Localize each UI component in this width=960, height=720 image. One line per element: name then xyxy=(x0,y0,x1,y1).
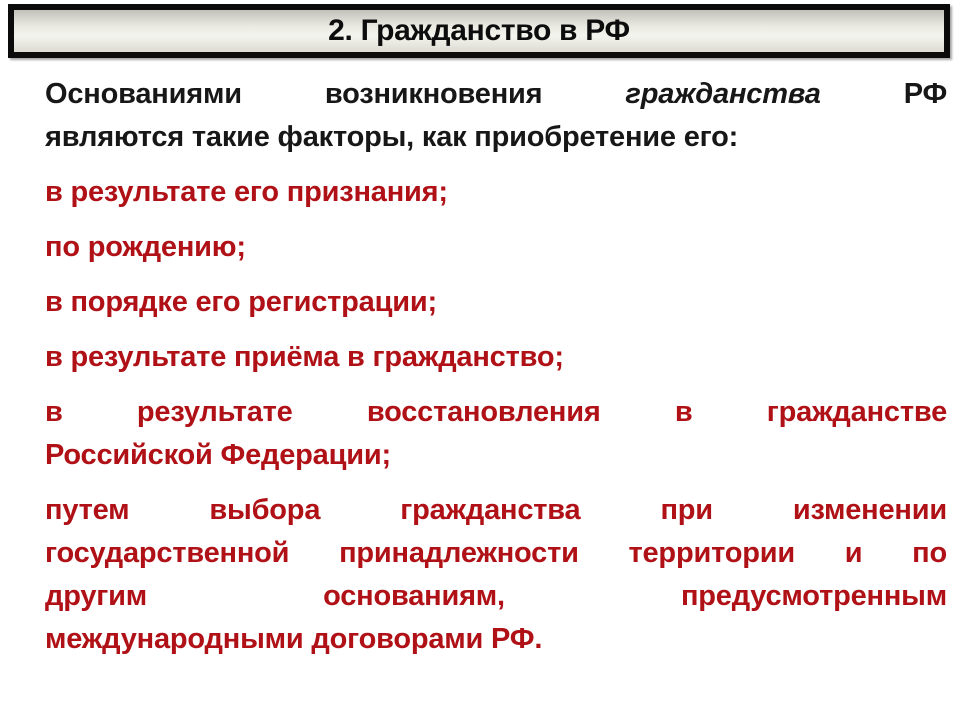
text-segment: путем выбора гражданства при изменении xyxy=(45,494,947,526)
text-line xyxy=(45,391,947,434)
paragraph-item-birth xyxy=(45,226,947,269)
text-segment: международными договорами РФ. xyxy=(45,623,543,655)
text-segment: в порядке его регистрации; xyxy=(45,286,437,318)
text-line xyxy=(45,489,947,532)
text-segment: в результате приёма в гражданство; xyxy=(45,341,564,373)
text-segment: Основаниями возникновения xyxy=(45,78,543,110)
text-segment: в результате его признания; xyxy=(45,176,448,208)
text-line xyxy=(45,281,947,324)
text-line xyxy=(45,434,947,477)
slide-title-bar xyxy=(8,4,950,58)
paragraph-item-admission xyxy=(45,336,947,379)
paragraph-item-registration xyxy=(45,281,947,324)
text-line xyxy=(45,73,947,116)
text-line xyxy=(45,171,947,214)
paragraph-item-restoration xyxy=(45,391,947,477)
text-line xyxy=(45,575,947,618)
text-segment: являются такие факторы, как приобретение его: xyxy=(45,121,739,153)
paragraph-item-recognition xyxy=(45,171,947,214)
text-segment: Российской Федерации; xyxy=(45,439,391,471)
text-segment: государственной принадлежности территории и по xyxy=(45,537,947,569)
slide-body xyxy=(45,73,947,673)
text-line xyxy=(45,336,947,379)
text-line xyxy=(45,618,947,661)
text-line xyxy=(45,532,947,575)
text-line xyxy=(45,226,947,269)
text-line xyxy=(45,116,947,159)
emphasis-text: гражданства xyxy=(625,78,821,110)
text-segment: другим основаниям, предусмотренным xyxy=(45,580,947,612)
text-segment: в результате восстановления в гражданстве xyxy=(45,396,947,428)
slide-title: 2. Гражданство в РФ xyxy=(328,14,630,47)
paragraph-item-choice xyxy=(45,489,947,661)
paragraph-intro xyxy=(45,73,947,159)
text-segment: по рождению; xyxy=(45,231,246,263)
text-segment: РФ xyxy=(903,78,947,110)
